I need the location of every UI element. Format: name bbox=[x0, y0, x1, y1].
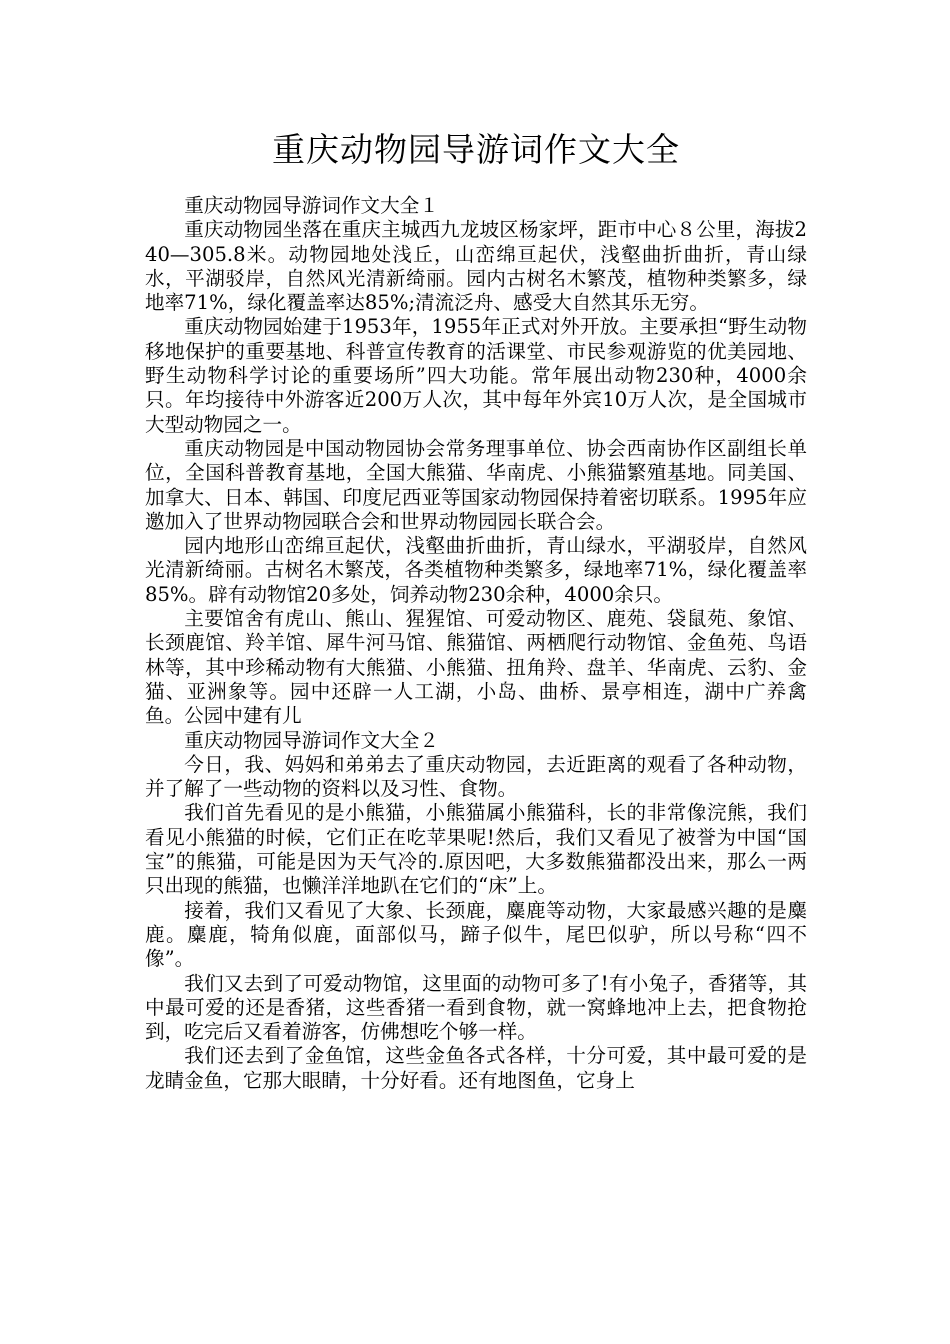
paragraph: 重庆动物园是中国动物园协会常务理事单位、协会西南协作区副组长单位，全国科普教育基地，全国大熊猫、华南虎、小熊猫繁殖基地。同美国、加拿大、日本、韩国、印度尼西亚等国家动物园保持着密切联系。1995年应邀加入了世界动物园联合会和世界动物园园长联合会。 bbox=[145, 436, 807, 533]
paragraph: 重庆动物园始建于1953年，1955年正式对外开放。主要承担“野生动物移地保护的重要基地、科普宣传教育的活课堂、市民参观游览的优美园地、野生动物科学讨论的重要场所”四大功能。常年展出动物230种，4000余只。年均接待中外游客近200万人次，其中每年外宾10万人次，是全国城市大型动物园之一。 bbox=[145, 315, 807, 436]
paragraph: 我们首先看见的是小熊猫，小熊猫属小熊猫科，长的非常像浣熊，我们看见小熊猫的时候，它们正在吃苹果呢!然后，我们又看见了被誉为中国“国宝”的熊猫，可能是因为天气冷的.原因吧，大多数熊猫都没出来，那么一两只出现的熊猫，也懒洋洋地趴在它们的“床”上。 bbox=[145, 801, 807, 898]
section-2 bbox=[145, 729, 807, 1093]
document-page bbox=[145, 128, 807, 1093]
paragraph: 接着，我们又看见了大象、长颈鹿，麋鹿等动物，大家最感兴趣的是麋鹿。麋鹿，犄角似鹿，面部似马，蹄子似牛，尾巴似驴，所以号称“四不像”。 bbox=[145, 898, 807, 971]
paragraph: 今日，我、妈妈和弟弟去了重庆动物园，去近距离的观看了各种动物，并了解了一些动物的资料以及习性、食物。 bbox=[145, 752, 807, 801]
paragraph: 重庆动物园坐落在重庆主城西九龙坡区杨家坪，距市中心８公里，海拔240—305.8米。动物园地处浅丘，山峦绵亘起伏，浅壑曲折曲折，青山绿水，平湖驳岸，自然风光清新绮丽。园内古树名木繁茂，植物种类繁多，绿地率71%，绿化覆盖率达85%;清流泛舟、感受大自然其乐无穷。 bbox=[145, 218, 807, 315]
document-title: 重庆动物园导游词作文大全 bbox=[272, 130, 680, 169]
paragraph: 主要馆舍有虎山、熊山、猩猩馆、可爱动物区、鹿苑、袋鼠苑、象馆、长颈鹿馆、羚羊馆、犀牛河马馆、熊猫馆、两栖爬行动物馆、金鱼苑、鸟语林等，其中珍稀动物有大熊猫、小熊猫、扭角羚、盘羊、华南虎、云豹、金猫、亚洲象等。园中还辟一人工湖，小岛、曲桥、景亭相连，湖中广养禽鱼。公园中建有儿 bbox=[145, 607, 807, 728]
paragraph: 园内地形山峦绵亘起伏，浅壑曲折曲折，青山绿水，平湖驳岸，自然风光清新绮丽。古树名木繁茂，各类植物种类繁多，绿地率71%，绿化覆盖率85%。辟有动物馆20多处，饲养动物230余种，4000余只。 bbox=[145, 534, 807, 606]
paragraph: 我们还去到了金鱼馆，这些金鱼各式各样，十分可爱，其中最可爱的是龙睛金鱼，它那大眼睛，十分好看。还有地图鱼，它身上 bbox=[145, 1044, 807, 1092]
paragraph: 我们又去到了可爱动物馆，这里面的动物可多了!有小兔子，香猪等，其中最可爱的还是香猪，这些香猪一看到食物，就一窝蜂地冲上去，把食物抢到，吃完后又看着游客，仿佛想吃个够一样。 bbox=[145, 971, 807, 1044]
section-heading: 重庆动物园导游词作文大全１ bbox=[184, 194, 439, 217]
section-1 bbox=[145, 194, 807, 729]
section-heading: 重庆动物园导游词作文大全２ bbox=[184, 728, 439, 752]
